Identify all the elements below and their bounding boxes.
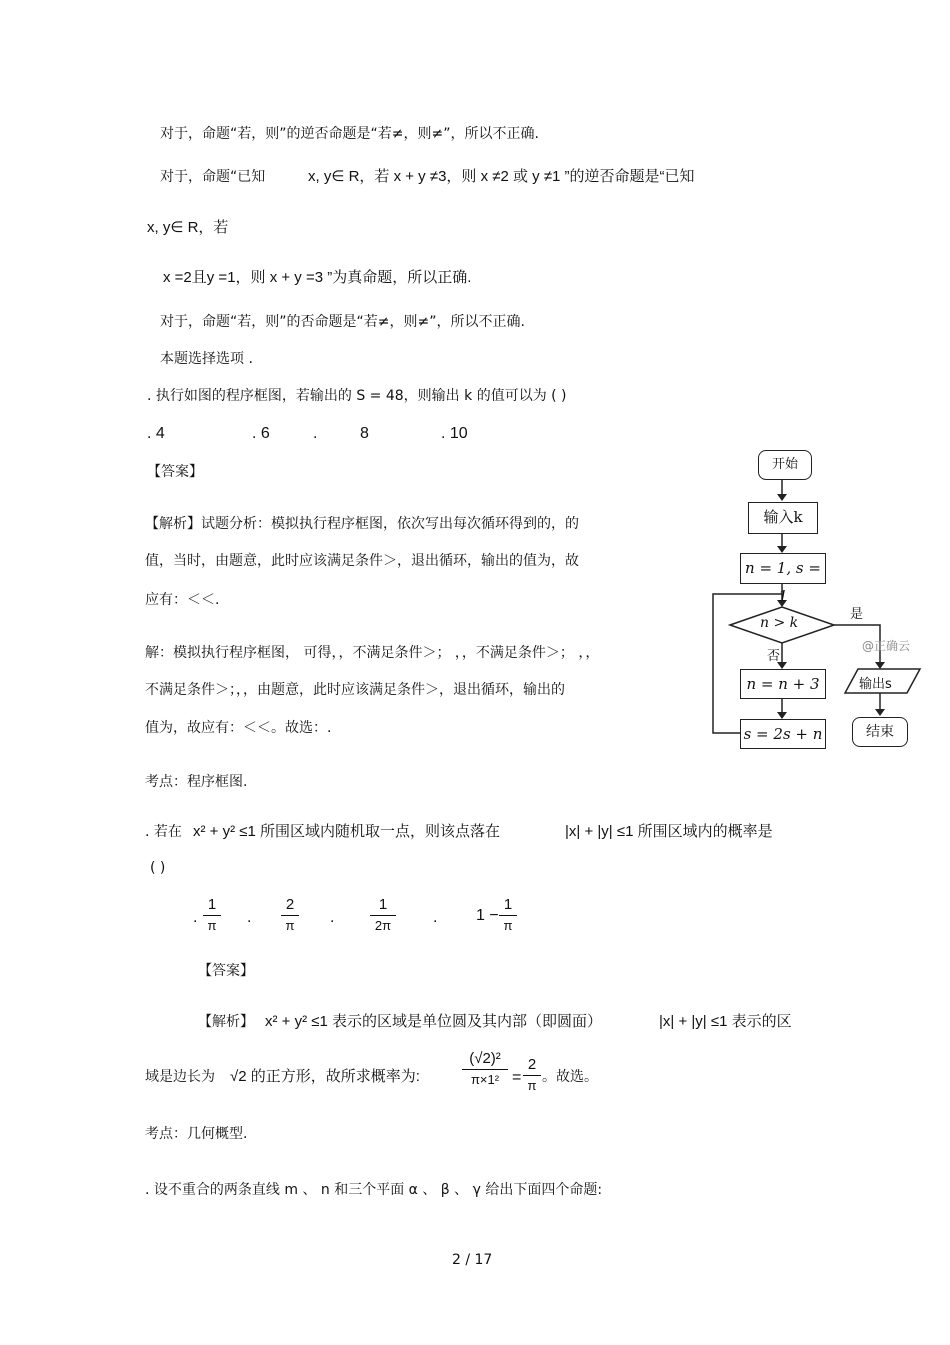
para-3: 对于，命题“若，则”的否命题是“若≠，则≠”，所以不正确. — [160, 314, 525, 330]
q2-result-fraction — [523, 1056, 541, 1093]
q2-frac-den: π×1² — [470, 1072, 500, 1087]
q2-stem-b: x² + y² ≤1 所围区域内随机取一点，则该点落在 — [193, 823, 500, 840]
q2-option-c-num: 1 — [378, 896, 388, 913]
q1-option-b: . 6 — [252, 425, 270, 442]
q2-option-d-num: 1 — [503, 896, 513, 913]
q1-stem: . 执行如图的程序框图，若输出的 S = 48，则输出 k 的值可以为 ( ) — [147, 388, 567, 404]
q2-option-b-den: π — [285, 918, 295, 933]
q2-option-d-dot: . — [433, 909, 438, 926]
flowchart-cond: n > k — [760, 615, 799, 631]
q2-answer-label: 【答案】 — [198, 963, 254, 979]
q2-probability-fraction — [462, 1050, 508, 1087]
q2-option-c-den: 2π — [374, 918, 392, 933]
para-2d: x =2且y =1，则 x + y =3 ”为真命题，所以正确. — [163, 269, 472, 286]
q1-solution-2: 不满足条件＞；，，由题意，此时应该满足条件＞，退出循环，输出的 — [145, 682, 565, 698]
q1-analysis-3: 应有：＜＜. — [145, 592, 220, 608]
q1-option-c: . — [313, 425, 318, 442]
q1-analysis-2: 值，当时，由题意，此时应该满足条件＞，退出循环，输出的值为，故 — [145, 553, 579, 569]
flowchart-input: 输入k — [748, 502, 818, 534]
flowchart-start: 开始 — [758, 450, 812, 480]
q2-option-a-num: 1 — [207, 896, 217, 913]
flowchart-no: 否 — [767, 649, 781, 664]
flowchart-watermark: @正确云 — [862, 639, 911, 653]
flowchart-init: n = 1, s = 1 — [740, 553, 826, 584]
q1-solution-1: 解：模拟执行程序框图， 可得，，不满足条件＞； ，，不满足条件＞； ，， — [145, 645, 600, 661]
q2-option-b — [281, 896, 299, 933]
q1-solution-3: 值为，故应有：＜＜。故选：. — [145, 720, 332, 736]
flowchart-yes: 是 — [850, 607, 864, 622]
q2-jiexi-label: 【解析】 — [198, 1014, 254, 1030]
q2-kaodian: 考点：几何概型. — [145, 1126, 248, 1142]
q2-option-b-num: 2 — [285, 896, 295, 913]
q2-jiexi-c: |x| + |y| ≤1 表示的区 — [659, 1013, 792, 1030]
q2-option-a — [203, 896, 221, 933]
page-number: 2 / 17 — [452, 1252, 493, 1268]
q2-option-d-den: π — [503, 918, 513, 933]
q2-option-a-dot: . — [193, 909, 198, 926]
para-4: 本题选择选项 . — [160, 351, 253, 367]
flowchart-step2: s = 2s + n — [740, 719, 826, 749]
q2-option-c-dot: . — [330, 909, 335, 926]
q2-frac-num: (√2)² — [469, 1050, 501, 1067]
flowchart-step1: n = n + 3 — [740, 669, 826, 699]
q1-analysis-1: 【解析】试题分析：模拟执行程序框图，依次写出每次循环得到的，的 — [145, 516, 579, 532]
q2-res-num: 2 — [527, 1056, 537, 1073]
q2-stem-c: |x| + |y| ≤1 所围区域内的概率是 — [565, 823, 773, 840]
q2-jiexi-e: √2 的正方形，故所求概率为: — [230, 1068, 420, 1085]
q2-paren: ( ) — [150, 860, 166, 876]
q2-res-den: π — [527, 1078, 537, 1093]
flowchart-end: 结束 — [852, 717, 908, 747]
q2-equals: = — [512, 1069, 522, 1086]
q2-option-d — [499, 896, 517, 933]
q2-option-a-den: π — [207, 918, 217, 933]
para-1: 对于，命题“若，则”的逆否命题是“若≠，则≠”，所以不正确. — [160, 126, 539, 142]
q1-kaodian: 考点：程序框图. — [145, 774, 248, 790]
q1-option-a: . 4 — [147, 425, 165, 442]
q3-stem: . 设不重合的两条直线 m 、 n 和三个平面 α 、 β 、 γ 给出下面四个命题: — [145, 1182, 603, 1198]
q1-answer-label: 【答案】 — [147, 464, 203, 480]
q2-jiexi-b: x² + y² ≤1 表示的区域是单位圆及其内部（即圆面） — [265, 1013, 602, 1030]
q2-stem-a: . 若在 — [145, 824, 182, 840]
q2-jiexi-d: 域是边长为 — [145, 1069, 215, 1085]
q2-jiexi-f: 。故选。 — [542, 1069, 598, 1085]
q2-option-d-pre: 1 − — [476, 907, 499, 924]
q2-option-c — [370, 896, 396, 933]
flowchart-output: 输出s — [859, 677, 892, 692]
para-2c: x, y∈ R，若 — [147, 219, 229, 236]
para-2a: 对于，命题“已知 — [160, 169, 266, 185]
q2-option-b-dot: . — [247, 909, 252, 926]
q1-option-c-value: 8 — [360, 425, 369, 442]
para-2b: x, y∈ R，若 x + y ≠3，则 x ≠2 或 y ≠1 ”的逆否命题是“已知 — [308, 168, 695, 185]
q1-option-d: . 10 — [441, 425, 468, 442]
